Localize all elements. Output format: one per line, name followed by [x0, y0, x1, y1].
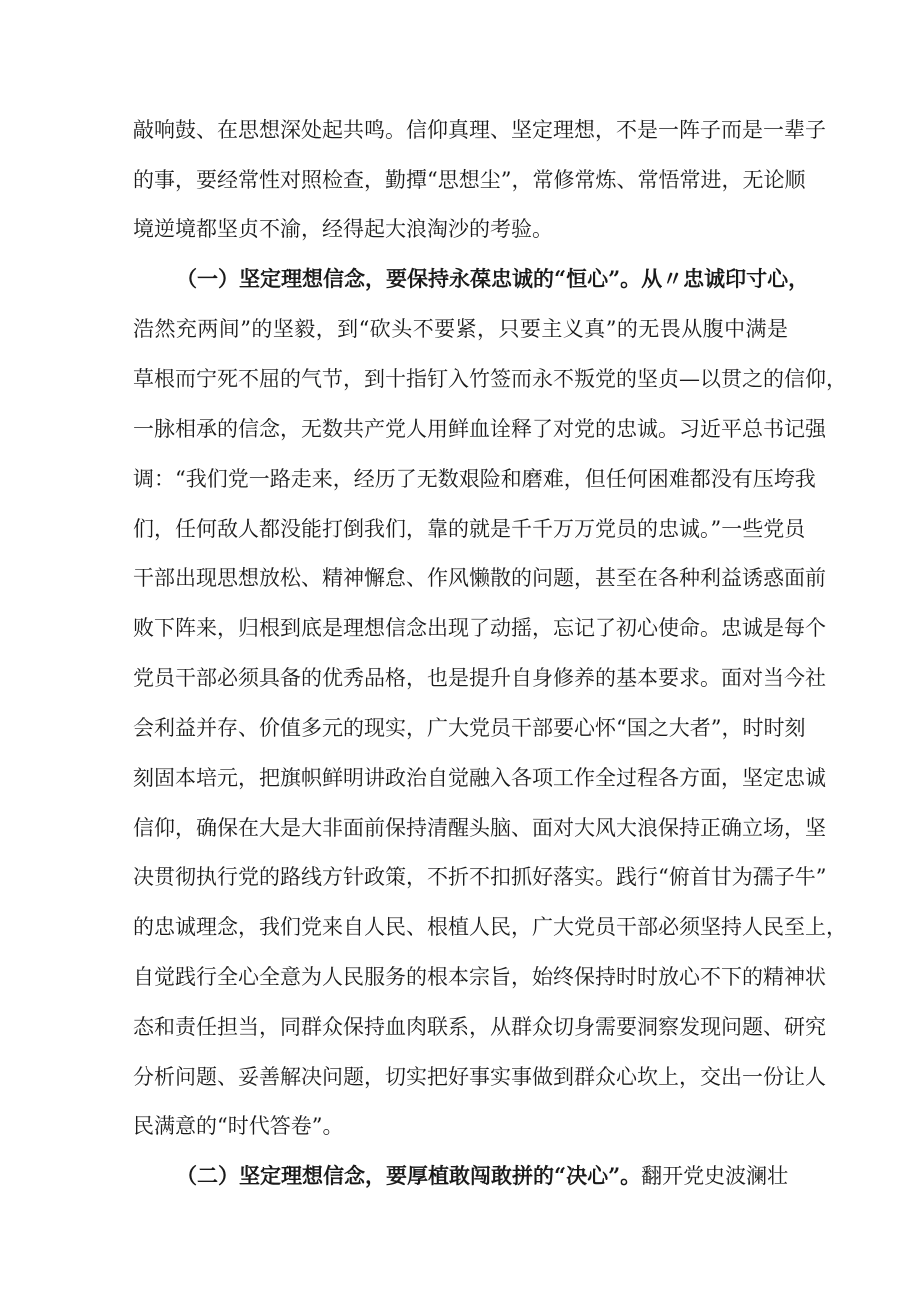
body-text-line: 态和责任担当，同群众保持血肉联系，从群众切身需要洞察发现问题、研究: [133, 1015, 826, 1039]
body-text-line: 敲响鼓、在思想深处起共鸣。信仰真理、坚定理想，不是一阵子而是一辈子: [133, 118, 826, 142]
section-heading: （一）坚定理想信念，要保持永葆忠诚的“恒心”。: [176, 266, 642, 291]
section-heading-line: [176, 266, 810, 292]
body-text-line: 浩然充两间”的坚毅，到“砍头不要紧，只要主义真”的无畏从腹中满是: [133, 317, 788, 341]
body-text-line: 自觉践行全心全意为人民服务的根本宗旨，始终保持时时放心不下的精神状: [133, 965, 826, 989]
body-text-span: 翻开党史波澜壮: [641, 1164, 789, 1188]
body-text-line: 境逆境都坚贞不渝，经得起大浪淘沙的考验。: [133, 217, 553, 241]
body-text-line: 的忠诚理念，我们党来自人民、根植人民，广大党员干部必须坚持人民至上，: [133, 915, 847, 939]
body-text-span: 从〃忠诚印寸心，: [641, 266, 810, 291]
body-text-line: 信仰，确保在大是大非面前保持清醒头脑、面对大风大浪保持正确立场，坚: [133, 816, 826, 840]
body-text-line: 党员干部必须具备的优秀品格，也是提升自身修养的基本要求。面对当今社: [133, 666, 826, 690]
body-text-line: 一脉相承的信念，无数共产党人用鲜血诠释了对党的忠诚。习近平总书记强: [133, 417, 826, 441]
section-heading-line: [176, 1163, 788, 1189]
body-text-line: 草根而宁死不屈的气节，到十指钉入竹签而永不叛党的坚贞—以贯之的信仰，: [133, 367, 847, 391]
body-text-line: 决贯彻执行党的路线方针政策，不折不扣抓好落实。践行“俯首甘为孺子牛”: [133, 865, 827, 889]
body-text-line: 会利益并存、价值多元的现实，广大党员干部要心怀“国之大者”，时时刻: [133, 716, 806, 740]
body-text-line: 民满意的“时代答卷”。: [133, 1114, 344, 1138]
body-text-line: 们，任何敌人都没能打倒我们，靠的就是千千万万党员的忠诚。”一些党员: [133, 517, 806, 541]
body-text-line: 干部出现思想放松、精神懈怠、作风懒散的问题，甚至在各种利益诱惑面前: [133, 566, 826, 590]
section-heading: （二）坚定理想信念，要厚植敢闯敢拼的“决心”。: [176, 1163, 642, 1188]
body-text-line: 分析问题、妥善解决问题，切实把好事实事做到群众心坎上，交出一份让人: [133, 1065, 826, 1089]
body-text-line: 调：“我们党一路走来，经历了无数艰险和磨难，但任何困难都没有压垮我: [133, 467, 816, 491]
body-text-line: 的事，要经常性对照检查，勤撢“思想尘”，常修常炼、常悟常进，无论顺: [133, 168, 806, 192]
body-text-line: 败下阵来，归根到底是理想信念出现了动摇，忘记了初心使命。忠诚是每个: [133, 616, 826, 640]
body-text-line: 刻固本培元，把旗帜鲜明讲政治自觉融入各项工作全过程各方面，坚定忠诚: [133, 766, 826, 790]
